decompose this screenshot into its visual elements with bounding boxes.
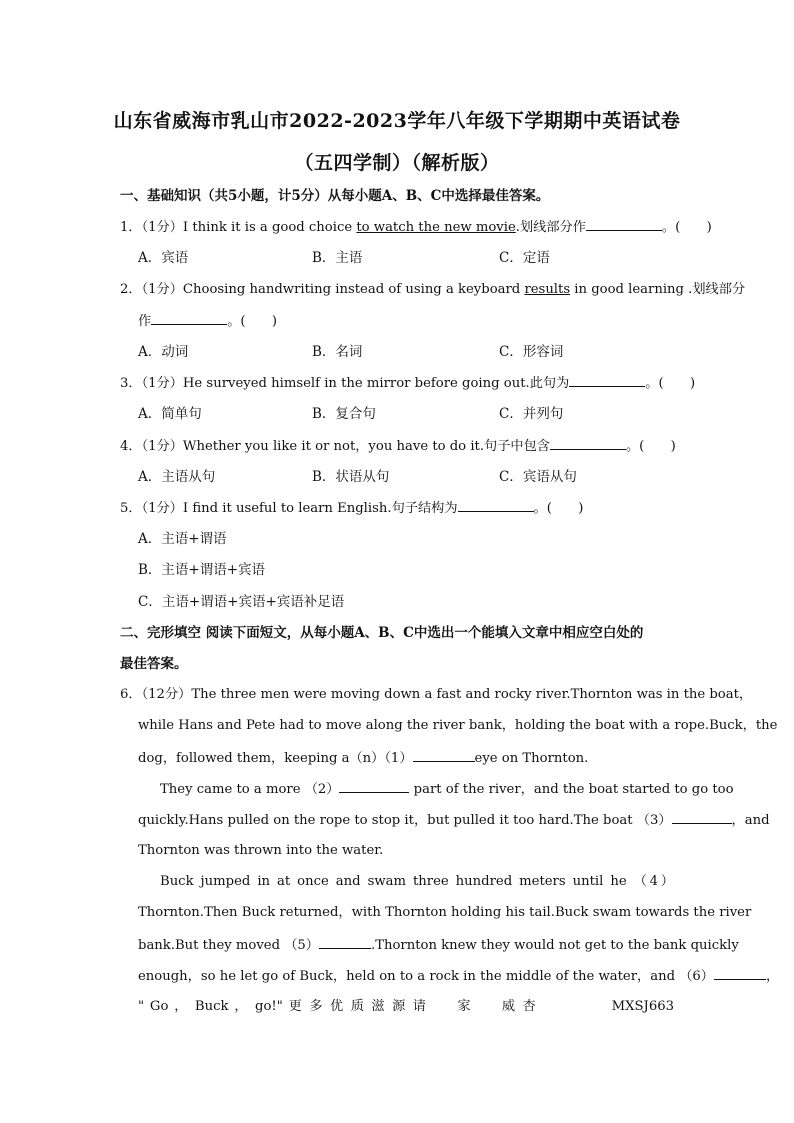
q2-option-c[interactable]: C．形容词	[499, 344, 564, 360]
q4-option-a[interactable]: A．主语从句	[138, 469, 216, 485]
question-2-line2	[138, 311, 277, 332]
passage-line-3-end: eye on Thornton.	[474, 751, 589, 766]
question-1	[120, 217, 712, 238]
exam-title-line2: （五四学制）（解析版）	[294, 152, 500, 174]
question-4	[120, 436, 676, 457]
q4-text: 4．（1分）Whether you like it or not，you have to do it.句子中包含	[120, 439, 550, 454]
cloze-blank-3	[672, 810, 732, 824]
passage-line-4-text: They came to a more （2）	[160, 782, 340, 797]
q3-option-b[interactable]: B．复合句	[312, 406, 376, 422]
cloze-blank-1	[413, 748, 475, 762]
passage-line-11: " Go ， Buck ， go!" 更 多 优 质 滋 源 请 家 威 杏 MXSJ663	[138, 999, 674, 1014]
q3-blank	[569, 373, 645, 387]
section2-heading-line2: 最佳答案。	[120, 656, 188, 672]
cloze-blank-6	[714, 966, 766, 980]
q4-option-c[interactable]: C．宾语从句	[499, 469, 577, 485]
question-5	[120, 498, 583, 519]
q1-blank	[586, 217, 662, 231]
q1-option-b[interactable]: B．主语	[312, 250, 363, 266]
q5-end: 。( )	[533, 501, 584, 516]
passage-line-10	[138, 966, 779, 987]
passage-line-3	[138, 748, 588, 769]
passage-line-9-end: .Thornton knew they would not get to the bank quickly	[371, 938, 739, 953]
q4-option-b[interactable]: B．状语从句	[312, 469, 390, 485]
passage-line-1: 6．（12分）The three men were moving down a fast and rocky river.Thornton was in the boat，	[120, 687, 753, 702]
q3-option-c[interactable]: C．并列句	[499, 406, 564, 422]
passage-line-2: while Hans and Pete had to move along the river bank，holding the boat with a rope.Buck，the	[138, 718, 778, 733]
q4-end: 。( )	[625, 439, 676, 454]
q5-option-a[interactable]: A．主语+谓语	[138, 531, 227, 547]
passage-line-10-end: ，	[765, 969, 780, 984]
q1-option-a[interactable]: A．宾语	[138, 250, 189, 266]
q2-option-a[interactable]: A．动词	[138, 344, 189, 360]
question-2	[120, 280, 745, 300]
question-3	[120, 373, 695, 394]
passage-line-7: Buck jumped in at once and swam three hundred meters until he （4）	[160, 874, 674, 889]
q5-blank	[458, 498, 534, 512]
passage-line-4-end: part of the river，and the boat started to go too	[409, 782, 734, 797]
q1-option-c[interactable]: C．定语	[499, 250, 550, 266]
passage-line-5-text: quickly.Hans pulled on the rope to stop it，but pulled it too hard.The boat （3）	[138, 813, 672, 828]
q4-blank	[550, 436, 626, 450]
section1-heading: 一、基础知识（共5小题，计5分）从每小题A、B、C中选择最佳答案。	[120, 188, 550, 204]
passage-line-4	[160, 779, 734, 800]
exam-title-line1: 山东省威海市乳山市2022-2023学年八年级下学期期中英语试卷	[113, 110, 681, 132]
q2-text: 2．（1分）Choosing handwriting instead of using a keyboard	[120, 282, 525, 297]
passage-line-3-text: dog，followed them，keeping a（n）（1）	[138, 751, 413, 766]
passage-line-9-text: bank.But they moved （5）	[138, 938, 319, 953]
cloze-blank-2	[339, 779, 409, 793]
passage-line-10-text: enough，so he let go of Buck，held on to a rock in the middle of the water，and （6）	[138, 969, 714, 984]
q2-blank	[151, 311, 227, 325]
q2-option-b[interactable]: B．名词	[312, 344, 363, 360]
q2-line2-text: 作	[138, 314, 152, 329]
q3-end: 。( )	[645, 376, 696, 391]
q5-option-c[interactable]: C．主语+谓语+宾语+宾语补足语	[138, 594, 345, 610]
passage-line-5	[138, 810, 770, 831]
q2-end: 。( )	[227, 314, 278, 329]
q2-underlined: results	[524, 282, 571, 297]
passage-line-6: Thornton was thrown into the water.	[138, 843, 384, 858]
q1-underlined: to watch the new movie	[356, 220, 516, 235]
q5-text: 5．（1分）I find it useful to learn English.句子结构为	[120, 501, 458, 516]
cloze-blank-5	[319, 935, 371, 949]
q5-option-b[interactable]: B．主语+谓语+宾语	[138, 562, 266, 578]
q2-suffix: in good learning .划线部分	[570, 282, 746, 297]
passage-line-5-end: ，and	[731, 813, 770, 828]
passage-line-8: Thornton.Then Buck returned，with Thornton holding his tail.Buck swam towards the river	[138, 905, 752, 920]
section2-heading-line1: 二、完形填空 阅读下面短文，从每小题A、B、C中选出一个能填入文章中相应空白处的	[120, 625, 644, 641]
q3-text: 3．（1分）He surveyed himself in the mirror before going out.此句为	[120, 376, 570, 391]
passage-line-9	[138, 935, 739, 956]
q1-suffix: .划线部分作	[515, 220, 586, 235]
q1-end: 。( )	[661, 220, 712, 235]
q1-text: 1．（1分）I think it is a good choice	[120, 220, 357, 235]
q3-option-a[interactable]: A．简单句	[138, 406, 202, 422]
